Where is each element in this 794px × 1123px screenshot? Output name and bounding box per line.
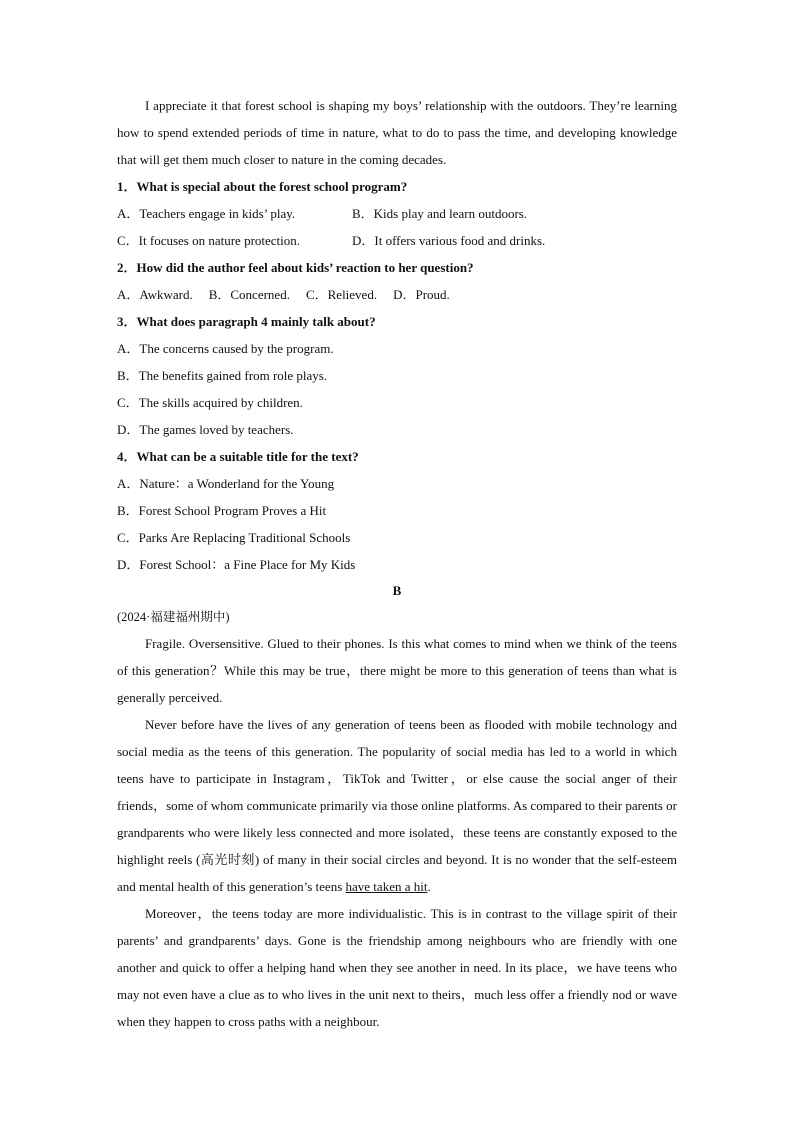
question-1-option-c[interactable]: C．It focuses on nature protection. [117, 233, 301, 248]
section-b-paragraph-2-text: Never before have the lives of any generation of teens been as flooded with mobile technology and social media as the teens of this generation. The popularity of social media has led to a world in which teens have to participate in Instagram，TikTok and Twitter，or else cause the social anger of their friends，some of whom communicate primarily via those online platforms. As compared to their parents or grandparents who were likely less connected and more isolated，these teens are constantly exposed to the highlight reels (高光时刻) of many in their social circles and beyond. It is no wonder that the self-esteem and mental health of this generation’s teens [117, 717, 677, 894]
section-b-paragraph-3: Moreover，the teens today are more individualistic. This is in contrast to the village spirit of their parents’ and grandparents’ days. Gone is the friendship among neighbours who are friendly with one another and quick to offer a helping hand when they see another in need. In its place，we have teens who may not even have a clue as to who lives in the unit next to theirs，much less offer a friendly nod or wave when they happen to cross paths with a neighbour. [117, 906, 677, 1029]
question-2-options-row [117, 281, 677, 308]
section-b-source: (2024·福建福州期中) [117, 610, 230, 624]
question-1-options-row-2 [117, 227, 677, 254]
question-3-stem: 3．What does paragraph 4 mainly talk about? [117, 314, 376, 329]
question-2-option-d[interactable]: D．Proud. [393, 287, 450, 302]
question-2-option-a[interactable]: A．Awkward. [117, 287, 193, 302]
underlined-phrase: have taken a hit [345, 879, 428, 894]
question-3-option-c[interactable]: C．The skills acquired by children. [117, 395, 303, 410]
question-1-options-row-1 [117, 200, 677, 227]
question-4-stem: 4．What can be a suitable title for the text? [117, 449, 359, 464]
section-b-paragraph-1: Fragile. Oversensitive. Glued to their phones. Is this what comes to mind when we think of the teens of this generation？While this may be true，there might be more to this generation of teens than what is generally perceived. [117, 636, 677, 705]
section-b-paragraph-2-end: . [427, 879, 431, 894]
question-3-option-a[interactable]: A．The concerns caused by the program. [117, 341, 334, 356]
intro-paragraph: I appreciate it that forest school is shaping my boys’ relationship with the outdoors. They’re learning how to spend extended periods of time in nature, what to do to pass the time, and developing knowledge that will get them much closer to nature in the coming decades. [117, 98, 677, 167]
question-1-stem: 1．What is special about the forest school program? [117, 179, 408, 194]
question-4-option-a[interactable]: A．Nature：a Wonderland for the Young [117, 476, 335, 491]
section-b-title: B [392, 583, 402, 598]
question-4-option-d[interactable]: D．Forest School：a Fine Place for My Kids [117, 557, 356, 572]
question-1-option-a[interactable]: A．Teachers engage in kids’ play. [117, 206, 296, 221]
question-4-option-b[interactable]: B．Forest School Program Proves a Hit [117, 503, 327, 518]
question-2-option-b[interactable]: B．Concerned. [208, 287, 290, 302]
question-2-option-c[interactable]: C．Relieved. [305, 287, 378, 302]
question-1-option-d[interactable]: D．It offers various food and drinks. [352, 233, 546, 248]
question-3-option-b[interactable]: B．The benefits gained from role plays. [117, 368, 328, 383]
section-b-paragraph-2 [117, 711, 677, 900]
question-4-option-c[interactable]: C．Parks Are Replacing Traditional Schools [117, 530, 351, 545]
document-page [117, 92, 677, 1035]
question-2-stem: 2．How did the author feel about kids’ reaction to her question? [117, 260, 474, 275]
question-3-option-d[interactable]: D．The games loved by teachers. [117, 422, 294, 437]
question-1-option-b[interactable]: B．Kids play and learn outdoors. [352, 206, 528, 221]
